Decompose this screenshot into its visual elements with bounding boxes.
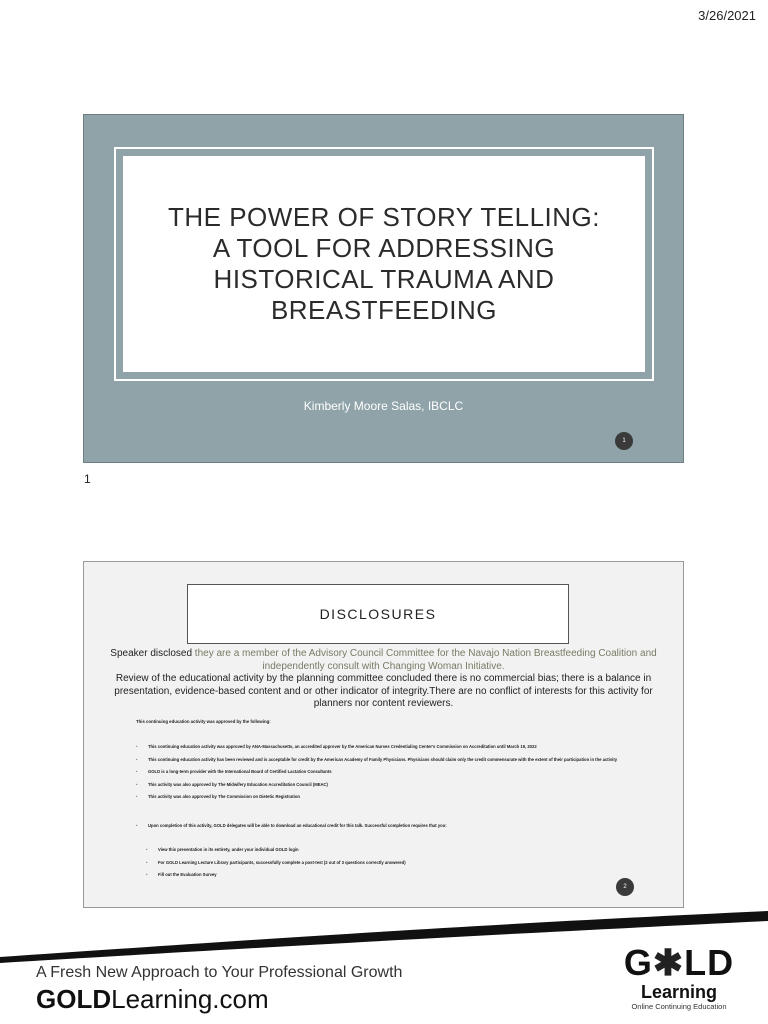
logo-subtitle: Online Continuing Education <box>631 1002 727 1011</box>
brand-rest: Learning.com <box>111 984 269 1014</box>
list-item: • GOLD is a long-term provider with the International Board of Certified Lactation Consultants <box>136 769 636 775</box>
logo-wordmark: G✱LD <box>623 942 735 983</box>
list-item: • Fill out the Evaluation Survey <box>136 872 636 878</box>
approvals-list <box>136 744 636 807</box>
gold-learning-logo <box>620 944 738 1012</box>
title-line: BREASTFEEDING <box>270 295 498 325</box>
speaker-prefix: Speaker disclosed <box>110 648 195 659</box>
list-item: • This continuing education activity has been reviewed and is acceptable for credit by the American Academy of Family Physicians. Physicians should claim only the credit commensurate with the extent of their participation in the activity <box>136 757 636 763</box>
heading-box <box>187 584 569 644</box>
title-frame <box>114 147 654 381</box>
title-line: HISTORICAL TRAUMA AND <box>213 264 555 294</box>
review-statement: Review of the educational activity by the planning committee concluded there is no commercial bias; there is a balance in presentation, evidence-based content and or other indicator of integrity.There are no conflict of interests for this activity for planners nor content reviewers. <box>114 673 653 709</box>
list-item: • This activity was also approved by The Commission on Dietetic Registration <box>136 794 636 800</box>
slide-number-badge: 2 <box>616 878 634 896</box>
slide-number-badge: 1 <box>615 432 633 450</box>
list-item: • For GOLD Learning Lecture Library participants, successfully complete a post-test (2 out of 3 questions correctly answered) <box>136 860 636 866</box>
footer-tagline: A Fresh New Approach to Your Professional Growth <box>36 964 403 981</box>
title-line: THE POWER OF STORY TELLING: <box>167 202 600 232</box>
brand-bold: GOLD <box>36 984 112 1014</box>
disclosures-slide <box>83 561 684 908</box>
slide-heading: DISCLOSURES <box>319 606 437 622</box>
list-item: • View this presentation in its entirety, under your individual GOLD login <box>136 847 636 853</box>
logo-learning: Learning <box>640 982 717 1002</box>
print-date: 3/26/2021 <box>698 8 756 23</box>
title-panel <box>123 156 645 372</box>
list-item: • Upon completion of this activity, GOLD delegates will be able to download an educational credit for this talk. Successful completion requires that you: <box>136 823 636 829</box>
approvals-intro: This continuing education activity was approved by the following: <box>136 719 271 724</box>
speaker-disclosure-detail: they are a member of the Advisory Council Committee for the Navajo Nation Breastfeeding Coalition and independently consult with Changing Woman Initiative. <box>194 648 657 672</box>
slide-author: Kimberly Moore Salas, IBCLC <box>303 399 464 413</box>
list-item: • This activity was also approved by The Midwifery Education Accreditation Council (MEAC) <box>136 782 636 788</box>
star-icon: ✱ <box>652 942 685 983</box>
page-number: 1 <box>84 472 91 486</box>
speaker-disclosure <box>104 648 663 673</box>
completion-list <box>136 823 636 836</box>
footer-brand <box>36 984 269 1015</box>
slide-title <box>168 202 600 326</box>
requirements-list <box>136 847 636 885</box>
title-slide <box>83 114 684 463</box>
title-line: A TOOL FOR ADDRESSING <box>212 233 556 263</box>
list-item: • This continuing education activity was approved by ANA-Massachusetts, an accredited approver by the American Nurses Credentialing Center's Commission on Accreditation until March 19, 2022 <box>136 744 636 750</box>
